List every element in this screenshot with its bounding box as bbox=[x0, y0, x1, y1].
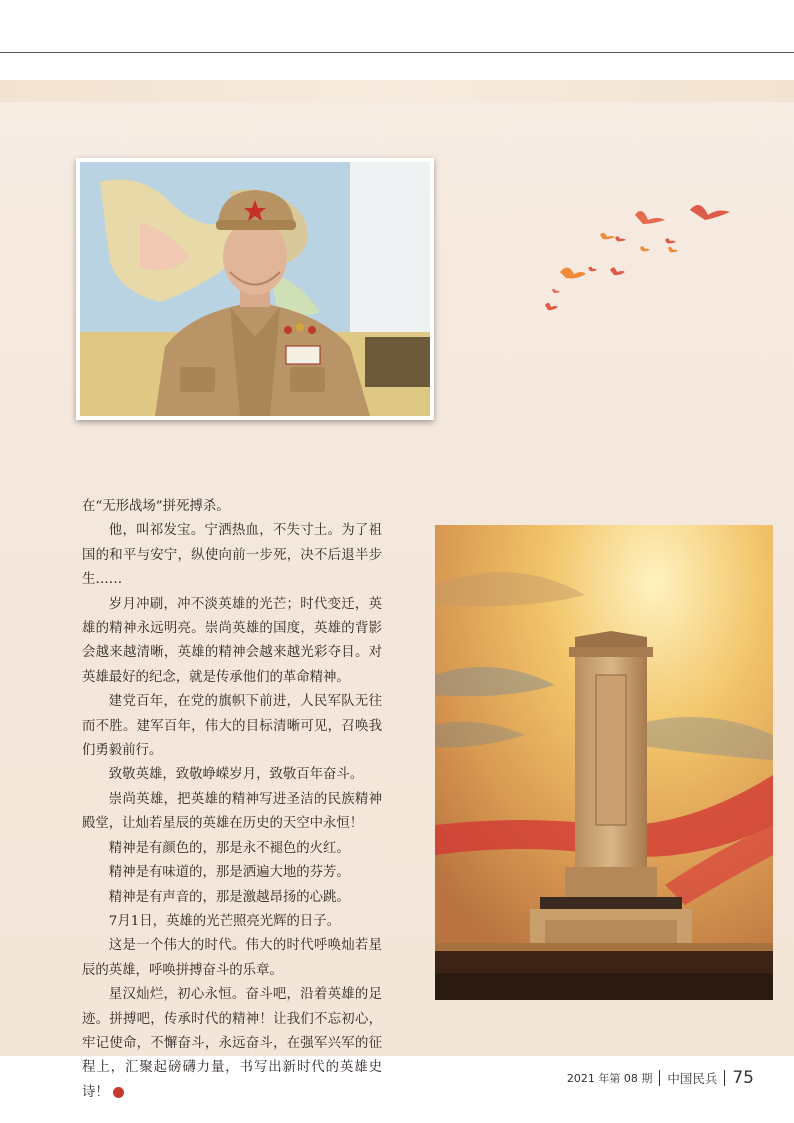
paragraph: 精神是有味道的，那是洒遍大地的芬芳。 bbox=[108, 865, 350, 881]
paragraph: 建党百年，在党的旗帜下前进，人民军队无往而不胜。建军百年，伟大的目标清晰可见，召唤我们勇毅前行。 bbox=[82, 694, 382, 759]
paragraph-text: 星汉灿烂，初心永恒。奋斗吧，沿着英雄的足迹。拼搏吧，传承时代的精神！让我们不忘初心，牢记使命，不懈奋斗，永远奋斗，在强军兴军的征程上，汇聚起磅礴力量，书写出新时代的英雄史诗！ bbox=[82, 987, 382, 1100]
footer-divider bbox=[659, 1070, 660, 1086]
paragraph: 这是一个伟大的时代。伟大的时代呼唤灿若星辰的英雄，呼唤拼搏奋斗的乐章。 bbox=[82, 938, 382, 978]
paragraph-last bbox=[82, 983, 382, 1105]
header-rule bbox=[0, 52, 794, 53]
page-footer bbox=[567, 1067, 754, 1089]
magazine-name: 中国民兵 bbox=[667, 1071, 718, 1086]
veteran-photo bbox=[76, 158, 434, 420]
paragraph: 崇尚英雄，把英雄的精神写进圣洁的民族精神殿堂，让灿若星辰的英雄在历史的天空中永恒！ bbox=[82, 791, 382, 832]
paragraph: 精神是有声音的，那是激越昂扬的心跳。 bbox=[108, 889, 350, 905]
birds-decoration bbox=[540, 190, 740, 320]
page-number: 75 bbox=[732, 1068, 754, 1088]
end-mark-icon: ✦ bbox=[113, 1087, 124, 1098]
paragraph: 在“无形战场”拼死搏杀。 bbox=[82, 499, 230, 514]
paragraph: 岁月冲刷，冲不淡英雄的光芒；时代变迁，英雄的精神永远明亮。崇尚英雄的国度，英雄的背影会越来越清晰，英雄的精神会越来越光彩夺目。对英雄最好的纪念，就是传承他们的革命精神。 bbox=[82, 596, 382, 685]
panel-top-band bbox=[0, 80, 794, 102]
paragraph: 7月1日，英雄的光芒照亮光辉的日子。 bbox=[108, 913, 341, 929]
paragraph: 致敬英雄，致敬峥嵘岁月，致敬百年奋斗。 bbox=[108, 767, 364, 783]
paragraph: 精神是有颜色的，那是永不褪色的火红。 bbox=[108, 840, 350, 856]
footer-divider bbox=[724, 1070, 725, 1086]
monument-photo bbox=[435, 525, 773, 1000]
paragraph: 他，叫祁发宝。宁洒热血，不失寸土。为了祖国的和平与安宁，纵使向前一步死，决不后退半步生…… bbox=[82, 523, 382, 588]
article-body bbox=[82, 495, 382, 1105]
issue-label: 2021 年第 08 期 bbox=[566, 1072, 653, 1085]
